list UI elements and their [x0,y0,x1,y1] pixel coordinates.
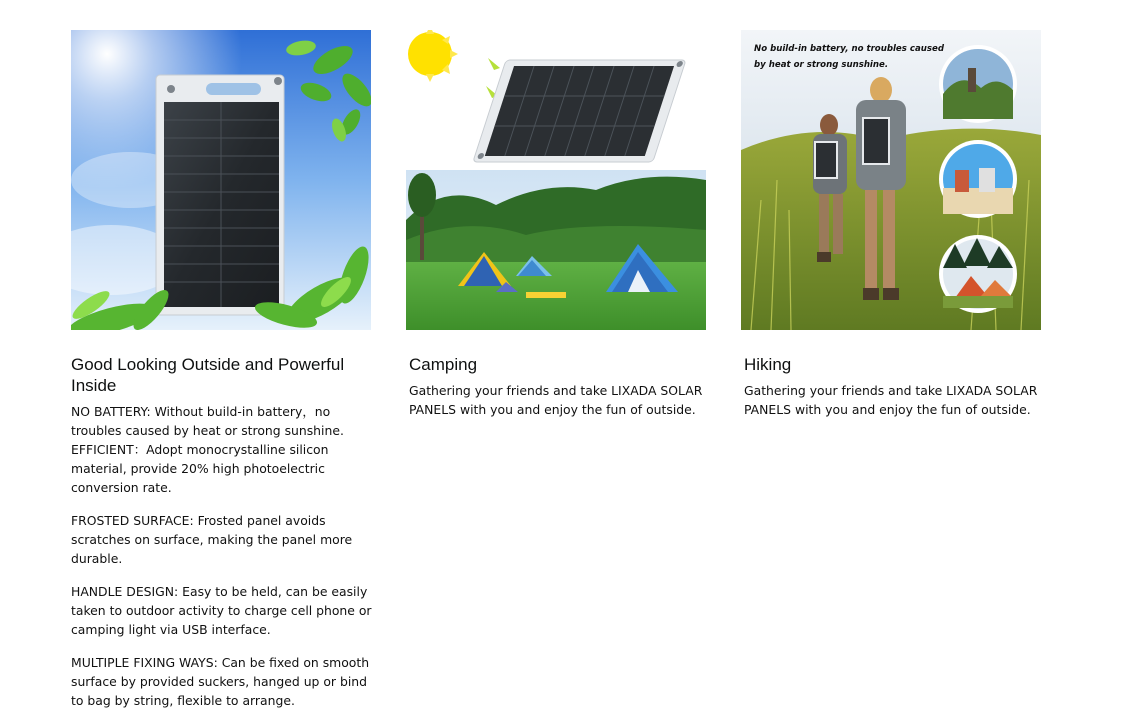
feature-paragraph: FROSTED SURFACE: Frosted panel avoids scratches on surface, making the panel more durable. [71,513,353,566]
hiking-image [741,30,1041,330]
card-title: Camping [409,355,478,374]
feature-paragraph: HANDLE DESIGN: Easy to be held, can be easily taken to outdoor activity to charge cell phone or camping light via USB interface. [71,584,372,637]
feature-paragraph: MULTIPLE FIXING WAYS: Can be fixed on smooth surface by provided suckers, hanged up or bind to bag by string, flexible to arrange. [71,655,370,708]
solar-panel-image [71,30,371,330]
feature-list [71,402,371,710]
camping-image [406,30,706,330]
feature-card-camping [406,30,706,419]
feature-card-panel [71,30,371,710]
feature-paragraph: NO BATTERY: Without build-in battery，no troubles caused by heat or strong sunshine. EFFICIENT：Adopt monocrystalline silicon material, provide 20% high photoelectric conversion rate. [71,404,344,495]
card-description: Gathering your friends and take LIXADA SOLAR PANELS with you and enjoy the fun of outside. [744,383,1038,417]
feature-card-hiking [741,30,1041,419]
card-title: Hiking [744,355,792,374]
card-title: Good Looking Outside and Powerful Inside [71,355,345,395]
image-overlay-caption: No build-in battery, no troubles caused by heat or strong sunshine. [754,44,944,70]
card-description: Gathering your friends and take LIXADA SOLAR PANELS with you and enjoy the fun of outside. [409,383,703,417]
